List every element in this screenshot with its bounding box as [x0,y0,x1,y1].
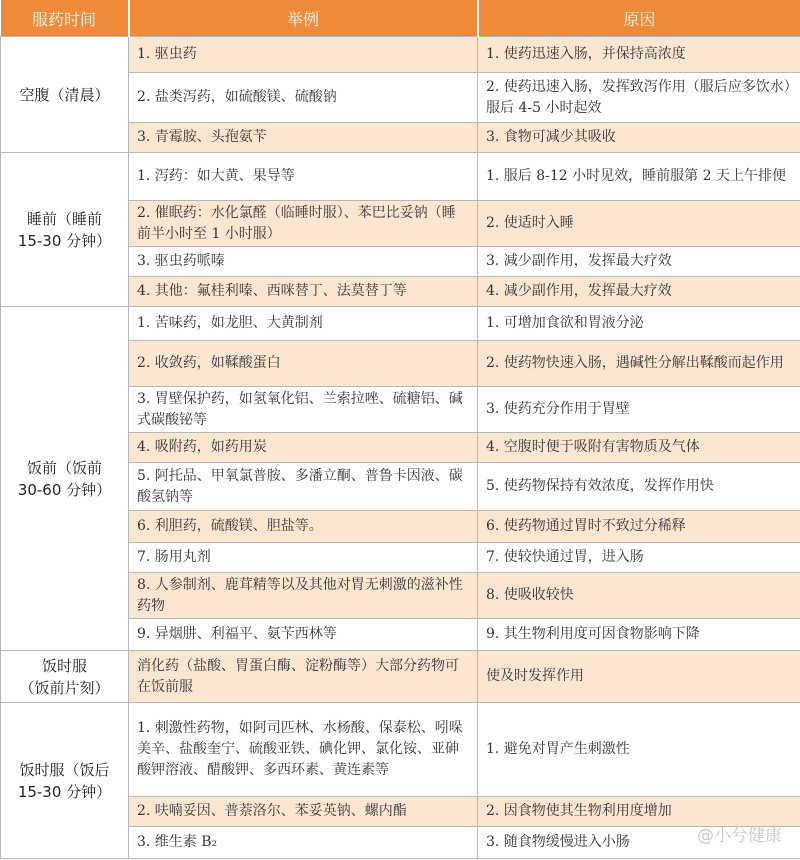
example-cell: 2. 收敛药，如鞣酸蛋白 [129,341,478,387]
reason-cell: 7. 使较快通过胃，进入肠 [478,543,800,573]
reason-cell: 2. 因食物使其生物利用度增加 [478,797,800,827]
example-cell: 4. 吸附药，如药用炭 [129,433,478,463]
table-row [1,703,800,797]
reason-cell: 1. 避免对胃产生刺激性 [478,703,800,797]
reason-cell: 使及时发挥作用 [478,651,800,703]
category-label: （饭前片刻） [19,678,110,697]
example-cell: 3. 驱虫药哌嗪 [129,247,478,277]
reason-cell: 2. 使药迅速入肠，发挥致泻作用（服后应多饮水）服后 4-5 小时起效 [478,73,800,123]
example-cell: 5. 阿托品、甲氧氯普胺、多潘立酮、普鲁卡因液、碳酸氢钠等 [129,463,478,511]
header-reason: 原因 [478,0,800,37]
example-cell: 9. 异烟肼、利福平、氨苄西林等 [129,619,478,651]
category-label: 30-60 分钟） [17,480,112,499]
reason-cell: 1. 使药迅速入肠，并保持高浓度 [478,37,800,73]
category-cell [1,651,129,703]
category-label: 睡前（睡前 [26,209,102,228]
example-cell: 4. 其他：氟桂利嗪、西咪替丁、法莫替丁等 [129,277,478,307]
category-label: 饭前（饭前 [26,458,102,477]
category-cell [1,703,129,859]
example-cell: 3. 胃壁保护药，如氢氧化铝、兰索拉唑、硫糖铝、碱式碳酸铋等 [129,387,478,433]
reason-cell: 2. 使药物快速入肠，遇碱性分解出鞣酸而起作用 [478,341,800,387]
example-cell: 7. 肠用丸剂 [129,543,478,573]
reason-cell: 1. 服后 8-12 小时见效，睡前服第 2 天上午排便 [478,153,800,201]
category-label: 15-30 分钟） [17,782,112,801]
header-example: 举例 [129,0,478,37]
reason-cell: 3. 随食物缓慢进入小肠 [478,827,800,859]
example-cell: 2. 盐类泻药，如硫酸镁、硫酸钠 [129,73,478,123]
example-cell: 3. 维生素 B₂ [129,827,478,859]
category-cell [1,37,129,153]
category-label: 15-30 分钟） [17,231,112,250]
table-row [1,37,800,73]
reason-cell: 3. 食物可减少其吸收 [478,123,800,153]
example-cell: 8. 人参制剂、鹿茸精等以及其他对胃无刺激的滋补性药物 [129,573,478,619]
category-cell [1,307,129,651]
reason-cell: 1. 可增加食欲和胃液分泌 [478,307,800,341]
example-cell: 2. 呋喃妥因、普萘洛尔、苯妥英钠、螺内酯 [129,797,478,827]
example-cell: 1. 驱虫药 [129,37,478,73]
example-cell: 1. 苦味药，如龙胆、大黄制剂 [129,307,478,341]
reason-cell: 5. 使药物保持有效浓度，发挥作用快 [478,463,800,511]
reason-cell: 2. 使适时入睡 [478,201,800,247]
reason-cell: 8. 使吸收较快 [478,573,800,619]
header-time: 服药时间 [1,0,129,37]
reason-cell: 6. 使药物通过胃时不致过分稀释 [478,511,800,543]
category-label: 饭时服（饭后 [19,760,110,779]
example-cell: 1. 泻药：如大黄、果导等 [129,153,478,201]
example-cell: 消化药（盐酸、胃蛋白酶、淀粉酶等）大部分药物可在饭前服 [129,651,478,703]
reason-cell: 3. 使药充分作用于胃壁 [478,387,800,433]
table-row [1,307,800,341]
header-row [1,0,800,37]
category-label: 饭时服 [41,656,87,675]
example-cell: 3. 青霉胺、头孢氨苄 [129,123,478,153]
reason-cell: 9. 其生物利用度可因食物影响下降 [478,619,800,651]
reason-cell: 4. 空腹时便于吸附有害物质及气体 [478,433,800,463]
example-cell: 2. 催眠药：水化氯醛（临睡时服）、苯巴比妥钠（睡前半小时至 1 小时服） [129,201,478,247]
category-cell [1,153,129,307]
table-row [1,153,800,201]
category-label: 空腹（清晨） [19,85,110,104]
reason-cell: 3. 减少副作用，发挥最大疗效 [478,247,800,277]
watermark: @小兮健康 [697,826,782,846]
table-row [1,651,800,703]
example-cell: 6. 利胆药，硫酸镁、胆盐等。 [129,511,478,543]
reason-cell: 4. 减少副作用，发挥最大疗效 [478,277,800,307]
example-cell: 1. 刺激性药物，如阿司匹林、水杨酸、保泰松、吲哚美辛、盐酸奎宁、硫酸亚铁、碘化钾、氯化铵、亚砷酸钾溶液、醋酸钾、多西环素、黄连素等 [129,703,478,797]
